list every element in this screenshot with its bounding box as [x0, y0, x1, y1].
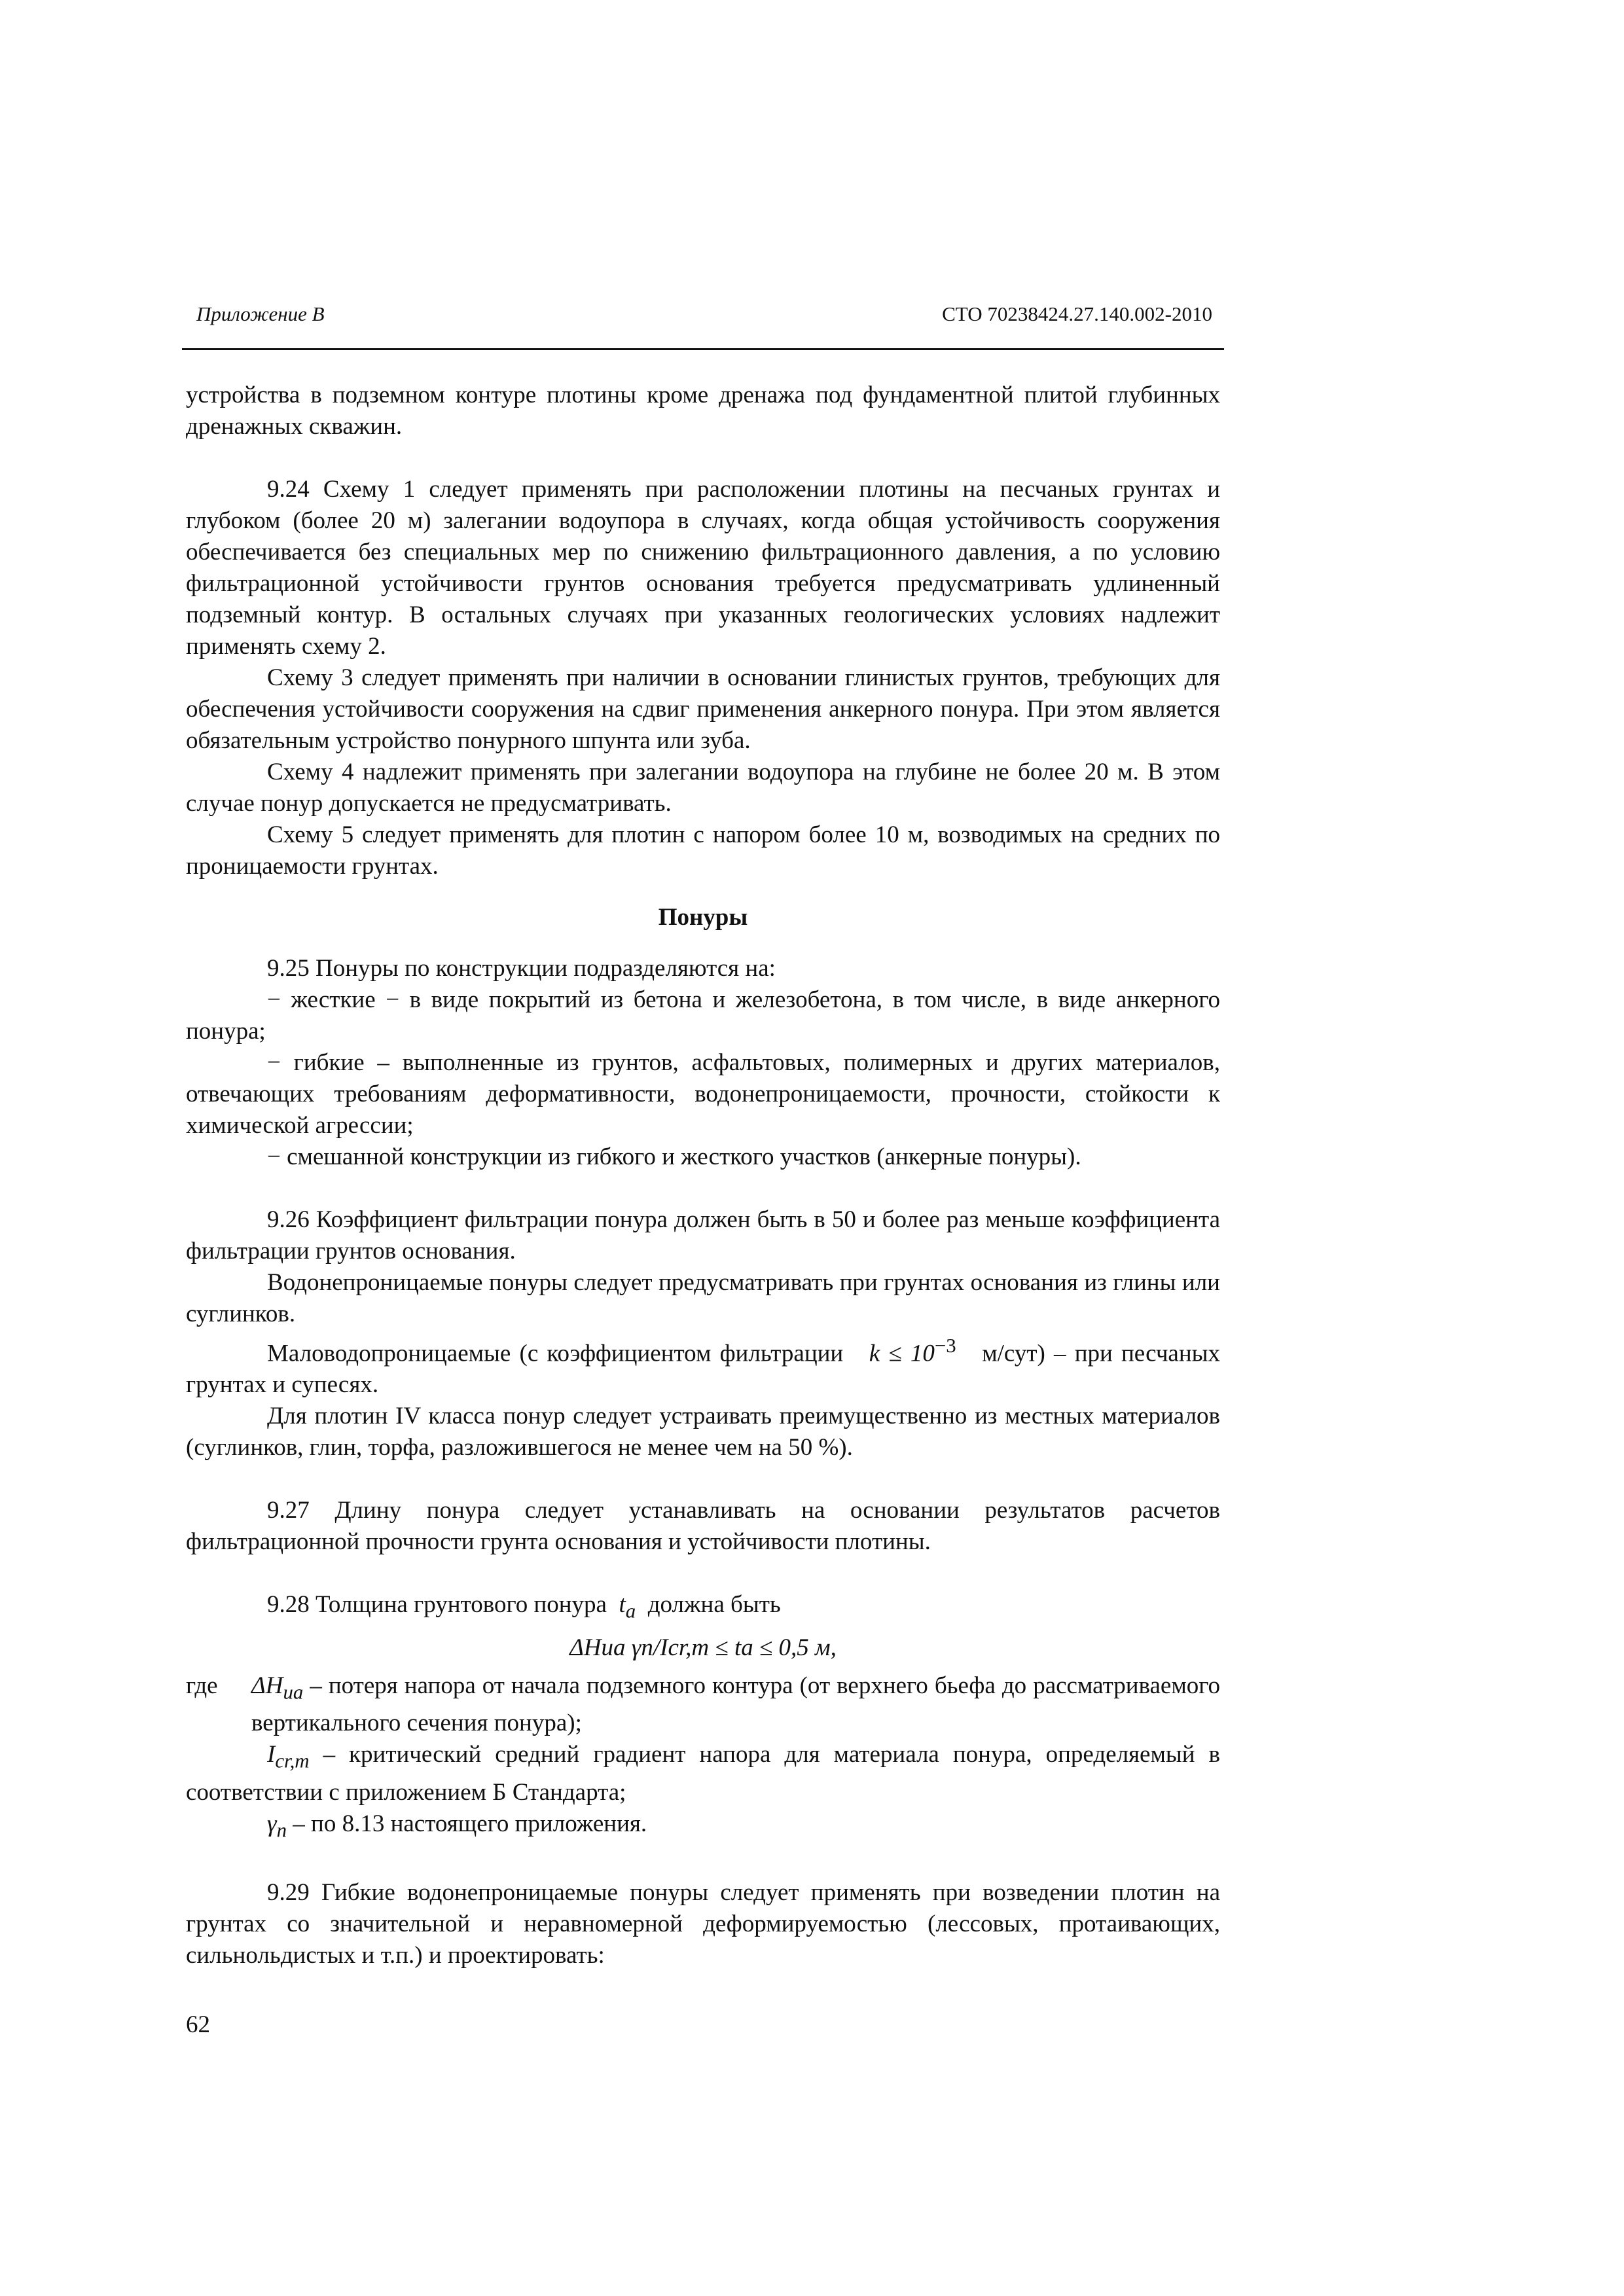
paragraph-9-24: 9.24 Схему 1 следует применять при расположении плотины на песчаных грунтах и глубоком (более 20 м) залегании водоупора в случаях, когда общая устойчивость сооружения обеспечивается без специальных мер по снижению фильтрационного давления, а по условию фильтрационной устойчивости грунтов основания требуется предусматривать удлиненный подземный контур. В остальных случаях при указанных геологических условиях надлежит применять схему 2.	[186, 476, 1220, 660]
header-standard-code: СТО 70238424.27.140.002-2010	[942, 302, 1212, 325]
section-heading: Понуры	[658, 904, 748, 931]
permeability-exponent: −3	[934, 1335, 956, 1357]
list-item: − смешанной конструкции из гибкого и жесткого участков (анкерные понуры).	[267, 1143, 1081, 1170]
paragraph: Схему 3 следует применять при наличии в основании глинистых грунтов, требующих для обеспечения устойчивости сооружения на сдвиг применения анкерного понура. При этом является обязательным устройство понурного шпунта или зуба.	[186, 664, 1220, 754]
paragraph: Схему 4 надлежит применять при залегании водоупора на глубине не более 20 м. В этом случае понур допускается не предусматривать.	[186, 759, 1220, 817]
formula	[186, 1632, 1220, 1664]
paragraph-text: м/сут) – при песчаных грунтах и супесях.	[186, 1340, 1221, 1399]
header-divider	[182, 348, 1224, 350]
paragraph-9-25: 9.25 Понуры по конструкции подразделяются на:	[267, 955, 776, 982]
paragraph-9-26: 9.26 Коэффициент фильтрации понура должен быть в 50 и более раз меньше коэффициента фильтрации грунтов основания.	[186, 1206, 1220, 1265]
paragraph	[186, 1330, 1220, 1401]
where-definition	[186, 1670, 1220, 1739]
paragraph: Схему 5 следует применять для плотин с напором более 10 м, возводимых на средних по проницаемости грунтах.	[186, 821, 1220, 880]
math-subscript: a	[625, 1600, 636, 1623]
paragraph-9-28	[186, 1589, 1220, 1626]
math-symbol: γ	[267, 1810, 277, 1837]
definition-text	[251, 1670, 1220, 1739]
paragraph-text: должна быть	[647, 1591, 781, 1619]
math-symbol: t	[619, 1591, 626, 1619]
math-symbol: I	[267, 1741, 276, 1768]
math-symbol: ΔH	[251, 1672, 283, 1699]
paragraph-9-27: 9.27 Длину понура следует устанавливать на основании результатов расчетов фильтрационной прочности грунта основания и устойчивости плотины.	[186, 1497, 1220, 1556]
paragraph-text: Маловодопроницаемые (с коэффициентом фильтрации	[267, 1340, 844, 1367]
math-subscript: ua	[283, 1681, 304, 1704]
header-appendix-label: Приложение В	[196, 302, 325, 325]
page-number: 62	[186, 2011, 210, 2038]
paragraph: Для плотин IV класса понур следует устраивать преимущественно из местных материалов (суглинков, глин, торфа, разложившегося не менее чем на 50 %).	[186, 1403, 1220, 1462]
definition-body: – потеря напора от начала подземного контура (от верхнего бьефа до рассматриваемого вертикального сечения понура);	[251, 1672, 1221, 1737]
list-item: − гибкие – выполненные из грунтов, асфальтовых, полимерных и других материалов, отвечающих требованиям деформативности, водонепроницаемости, прочности, стойкости к химической агрессии;	[186, 1049, 1220, 1139]
definition-text	[186, 1808, 1220, 1846]
formula-text: ΔHua γn/Icr,m ≤ ta ≤ 0,5 м,	[569, 1634, 837, 1661]
page-header	[182, 302, 1224, 331]
math-subscript: n	[276, 1818, 287, 1841]
document-body	[186, 380, 1220, 1971]
definition-body: – по 8.13 настоящего приложения.	[293, 1810, 647, 1837]
paragraph-9-29: 9.29 Гибкие водонепроницаемые понуры следует применять при возведении плотин на грунтах со значительной и неравномерной деформируемостью (лессовых, протаивающих, сильнольдистых и т.п.) и проектировать:	[186, 1878, 1220, 1969]
paragraph: устройства в подземном контуре плотины кроме дренажа под фундаментной плитой глубинных дренажных скважин.	[186, 382, 1220, 440]
paragraph-text: 9.28 Толщина грунтового понура	[267, 1591, 607, 1619]
list-item: − жесткие − в виде покрытий из бетона и железобетона, в том числе, в виде анкерного понура;	[186, 986, 1220, 1045]
paragraph: Водонепроницаемые понуры следует предусматривать при грунтах основания из глины или суглинков.	[186, 1269, 1220, 1327]
definition-body: – критический средний градиент напора для материала понура, определяемый в соответствии с приложением Б Стандарта;	[186, 1741, 1221, 1806]
definition-text	[186, 1739, 1220, 1808]
where-label: где	[186, 1672, 218, 1699]
permeability-inequality: k ≤ 10	[869, 1340, 935, 1367]
math-subscript: cr,m	[275, 1749, 310, 1772]
